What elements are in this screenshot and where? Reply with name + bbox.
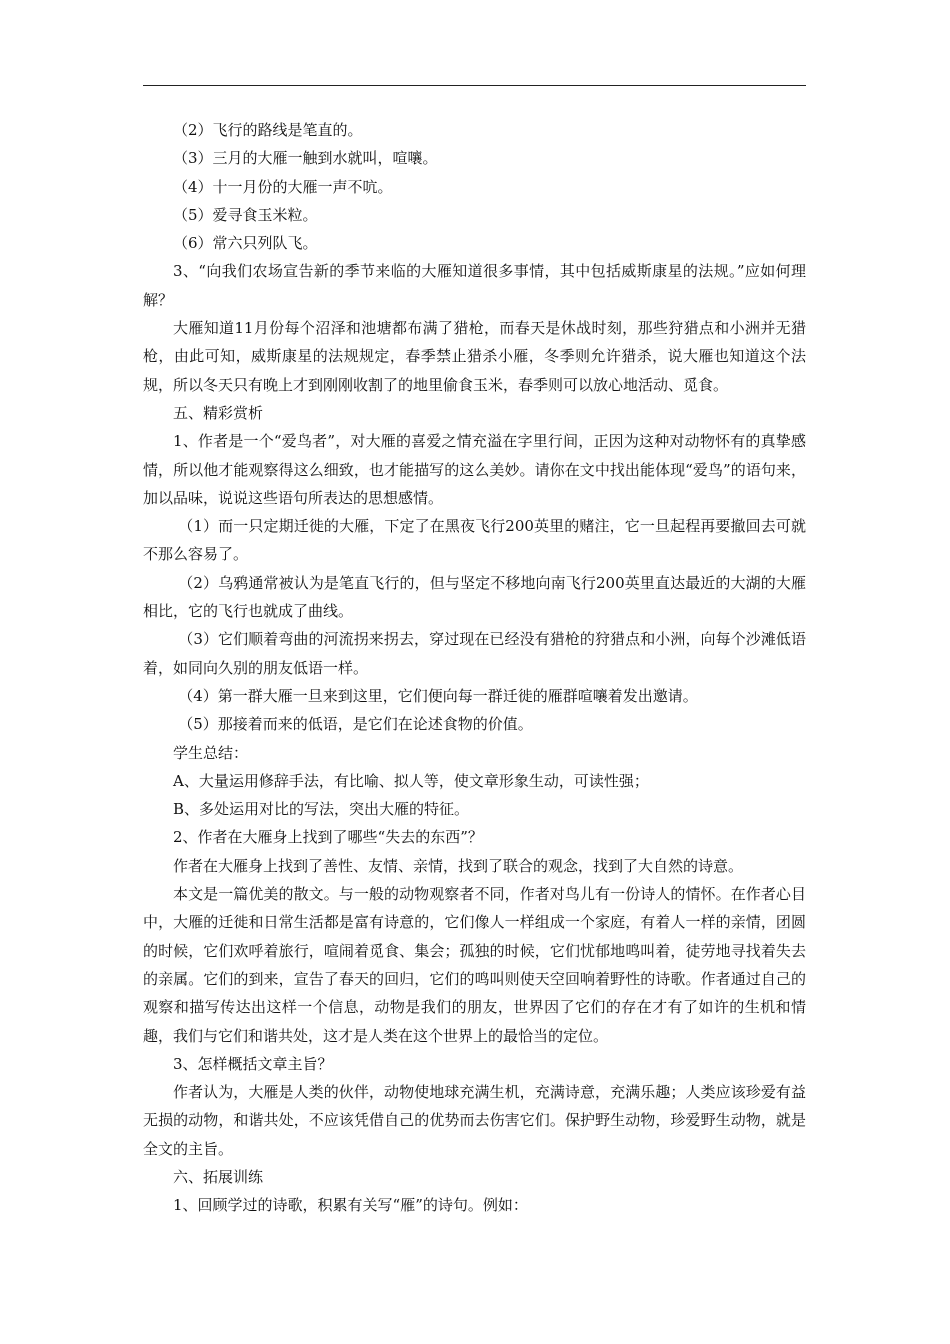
analysis-question-3: 3、怎样概括文章主旨？: [173, 1054, 333, 1073]
quote-item-4: （4）第一群大雁一旦来到这里，它们便向每一群迁徙的雁群喧嚷着发出邀请。: [178, 686, 698, 705]
answer-item-4: （4）十一月份的大雁一声不吭。: [173, 177, 393, 196]
answer-item-2: （2）飞行的路线是笔直的。: [173, 121, 363, 139]
quote-item-3: （3）它们顺着弯曲的河流拐来拐去，穿过现在已经没有猎枪的狩猎点和小洲，向每个沙滩低语着，如同向久别的朋友低语一样。: [143, 630, 806, 677]
extension-task-1: 1、回顾学过的诗歌，积累有关写“雁”的诗句。例如：: [173, 1196, 528, 1215]
quote-item-1: （1）而一只定期迁徙的大雁，下定了在黑夜飞行200英里的赌注，它一旦起程再要撤回去可就不那么容易了。: [143, 517, 806, 564]
theme-summary: 作者认为，大雁是人类的伙伴，动物使地球充满生机，充满诗意，充满乐趣；人类应该珍爱有益无损的动物，和谐共处，不应该凭借自己的优势而去伤害它们。保护野生动物，珍爱野生动物，就是全文的主旨。: [143, 1083, 806, 1158]
summary-point-b: B、多处运用对比的写法，突出大雁的特征。: [173, 800, 470, 819]
analysis-question-2: 2、作者在大雁身上找到了哪些“失去的东西”？: [173, 828, 483, 847]
analysis-question-1: 1、作者是一个“爱鸟者”，对大雁的喜爱之情充溢在字里行间，正因为这种对动物怀有的真挚感情，所以他才能观察得这么细致，也才能描写的这么美妙。请你在文中找出能体现“爱鸟”的语句来，加以品味，说说这些语句所表达的思想感情。: [143, 432, 806, 507]
header-rule: [143, 85, 806, 86]
answer-item-6: （6）常六只列队飞。: [173, 234, 318, 253]
section-heading-5: 五、精彩赏析: [173, 403, 264, 422]
document-body: [143, 116, 806, 1220]
answer-item-3: （3）三月的大雁一触到水就叫，喧嚷。: [173, 149, 438, 168]
section-heading-6: 六、拓展训练: [173, 1167, 264, 1186]
student-summary-label: 学生总结：: [173, 743, 249, 762]
answer-paragraph-3: 大雁知道11月份每个沼泽和池塘都布满了猎枪，而春天是休战时刻，那些狩猎点和小洲并无猎枪，由此可知，威斯康星的法规规定，春季禁止猎杀小雁，冬季则允许猎杀，说大雁也知道这个法规，所以冬天只有晚上才到刚刚收割了的地里偷食玉米，春季则可以放心地活动、觅食。: [143, 319, 806, 394]
analysis-answer-2: 作者在大雁身上找到了善性、友情、亲情，找到了联合的观念，找到了大自然的诗意。: [173, 856, 744, 875]
question-3: 3、“向我们农场宣告新的季节来临的大雁知道很多事情，其中包括威斯康星的法规。”应如何理解？: [143, 262, 806, 309]
essay-commentary: 本文是一篇优美的散文。与一般的动物观察者不同，作者对鸟儿有一份诗人的情怀。在作者心目中，大雁的迁徙和日常生活都是富有诗意的，它们像人一样组成一个家庭，有着人一样的亲情，团圆的时候，它们欢呼着旅行，喧闹着觅食、集会；孤独的时候，它们忧郁地鸣叫着，徒劳地寻找着失去的亲属。它们的到来，宣告了春天的回归，它们的鸣叫则使天空回响着野性的诗歌。作者通过自己的观察和描写传达出这样一个信息，动物是我们的朋友，世界因了它们的存在才有了如许的生机和情趣，我们与它们和谐共处，这才是人类在这个世界上的最恰当的定位。: [143, 885, 806, 1045]
answer-item-5: （5）爱寻食玉米粒。: [173, 205, 318, 224]
quote-item-2: （2）乌鸦通常被认为是笔直飞行的，但与坚定不移地向南飞行200英里直达最近的大湖的大雁相比，它的飞行也就成了曲线。: [143, 573, 806, 621]
summary-point-a: A、大量运用修辞手法，有比喻、拟人等，使文章形象生动，可读性强；: [173, 771, 649, 790]
quote-item-5: （5）那接着而来的低语，是它们在论述食物的价值。: [178, 715, 533, 734]
